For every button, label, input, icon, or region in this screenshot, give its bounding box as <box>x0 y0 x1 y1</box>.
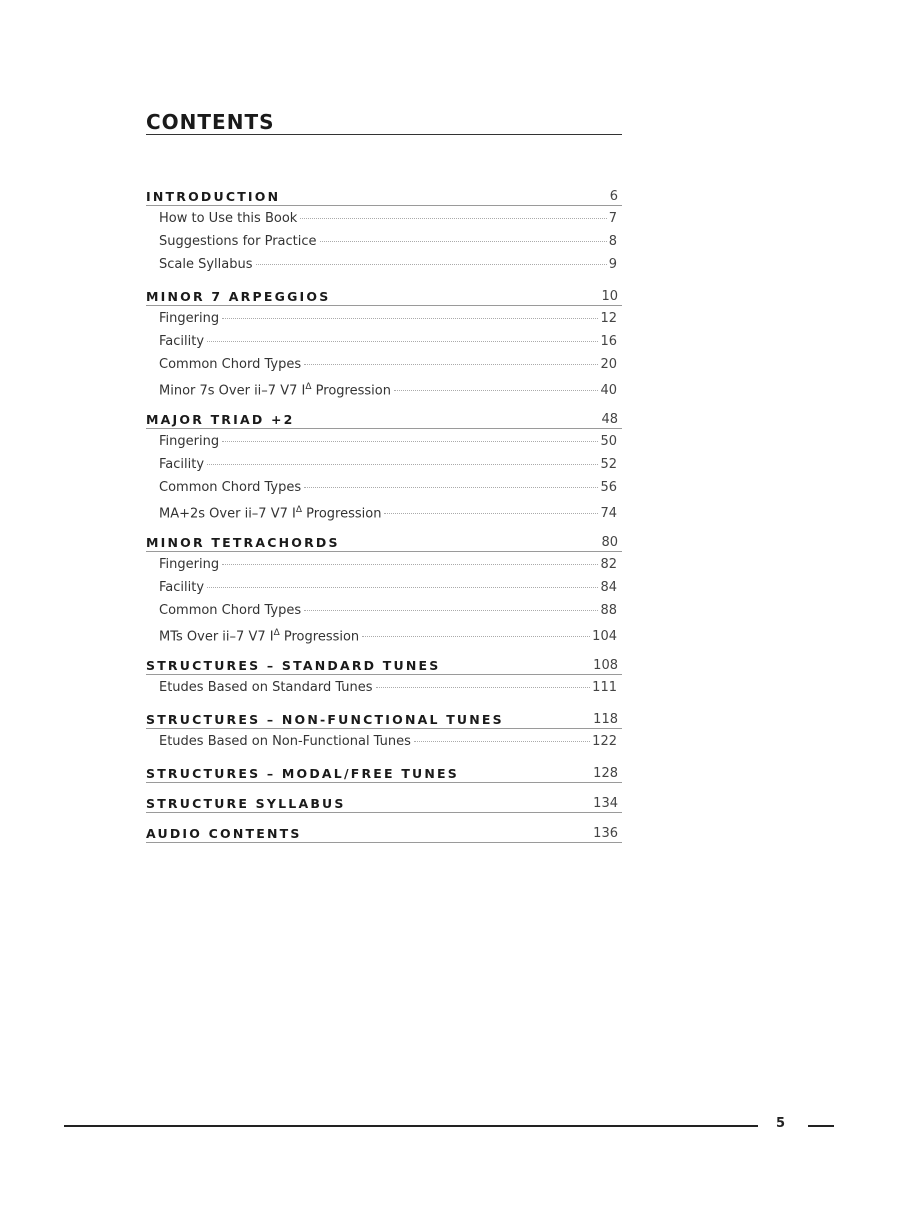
toc-entry[interactable] <box>146 599 622 622</box>
toc-entry[interactable] <box>146 730 622 753</box>
entry-label-text: Minor 7s Over ii–7 V7 I <box>159 383 306 399</box>
delta-superscript: Δ <box>295 505 303 515</box>
entry-label-text: Suggestions for Practice <box>159 234 317 249</box>
entry-label-text: How to Use this Book <box>159 211 298 226</box>
delta-superscript: Δ <box>305 382 312 392</box>
section-title: STRUCTURES – NON-FUNCTIONAL TUNES <box>146 712 504 727</box>
section-title: INTRODUCTION <box>146 189 281 204</box>
dot-leader <box>207 587 598 588</box>
entry-label-text: Common Chord Types <box>159 357 302 372</box>
entry-label <box>159 499 381 525</box>
delta-superscript: Δ <box>273 628 280 638</box>
page-number: 5 <box>776 1116 786 1131</box>
entry-label-text: Facility <box>159 457 205 472</box>
section-page-number: 80 <box>601 535 618 550</box>
section-page-number: 108 <box>593 658 618 673</box>
entry-label-text: Fingering <box>159 434 220 449</box>
dot-leader <box>222 441 598 442</box>
section-title: STRUCTURES – MODAL/FREE TUNES <box>146 766 459 781</box>
toc-entry[interactable] <box>146 476 622 499</box>
section-page-number: 118 <box>593 712 618 727</box>
toc-section <box>146 792 622 813</box>
entry-label <box>159 730 411 753</box>
section-title: STRUCTURE SYLLABUS <box>146 796 346 811</box>
section-title: MINOR TETRACHORDS <box>146 535 340 550</box>
section-page-number: 6 <box>609 189 618 204</box>
entry-label-text: Facility <box>159 580 205 595</box>
toc-entry[interactable] <box>146 307 622 330</box>
toc-entry[interactable] <box>146 499 622 522</box>
dot-leader <box>207 464 598 465</box>
section-page-number: 128 <box>593 766 618 781</box>
entry-page-number: 122 <box>592 734 617 749</box>
entry-label <box>159 330 204 353</box>
section-page-number: 134 <box>593 796 618 811</box>
entry-label <box>159 599 301 622</box>
entry-label-suffix: Progression <box>279 629 360 645</box>
toc-entry[interactable] <box>146 676 622 699</box>
dot-leader <box>300 218 606 219</box>
section-heading[interactable] <box>146 408 622 429</box>
section-heading[interactable] <box>146 185 622 206</box>
entry-label-text: Scale Syllabus <box>159 257 253 272</box>
entry-label <box>159 553 219 576</box>
entry-page-number: 7 <box>608 211 617 226</box>
entry-page-number: 40 <box>600 383 617 399</box>
toc-section <box>146 531 622 645</box>
section-heading[interactable] <box>146 708 622 729</box>
toc-section <box>146 822 622 843</box>
toc-section <box>146 654 622 699</box>
dot-leader <box>384 513 598 514</box>
entry-label-suffix: Progression <box>302 506 382 522</box>
dot-leader <box>222 564 598 565</box>
dot-leader <box>304 364 598 365</box>
toc-entry[interactable] <box>146 553 622 576</box>
toc-entry[interactable] <box>146 453 622 476</box>
entry-label-text: MA+2s Over ii–7 V7 I <box>159 506 296 522</box>
entry-label <box>159 476 301 499</box>
section-page-number: 48 <box>601 412 618 427</box>
dot-leader <box>362 636 590 637</box>
entry-label <box>159 307 219 330</box>
entry-page-number: 56 <box>600 480 617 495</box>
dot-leader <box>207 341 598 342</box>
title-rule <box>146 134 622 135</box>
entry-label-text: MTs Over ii–7 V7 I <box>159 629 274 645</box>
toc-section <box>146 408 622 522</box>
entry-label-text: Fingering <box>159 557 220 572</box>
toc-entry[interactable] <box>146 576 622 599</box>
entry-page-number: 50 <box>600 434 617 449</box>
dot-leader <box>414 741 590 742</box>
section-title: MINOR 7 ARPEGGIOS <box>146 289 331 304</box>
entry-label-text: Common Chord Types <box>159 480 302 495</box>
entry-page-number: 84 <box>600 580 617 595</box>
entry-label <box>159 676 373 699</box>
section-title: AUDIO CONTENTS <box>146 826 302 841</box>
toc-entry[interactable] <box>146 230 622 253</box>
entry-page-number: 16 <box>600 334 617 349</box>
entry-page-number: 8 <box>608 234 617 249</box>
dot-leader <box>320 241 607 242</box>
toc-section <box>146 285 622 399</box>
toc-section <box>146 708 622 753</box>
entry-page-number: 74 <box>600 506 617 522</box>
entry-label <box>159 230 317 253</box>
entry-label <box>159 376 391 402</box>
entry-page-number: 111 <box>592 680 617 695</box>
entry-label-suffix: Progression <box>311 383 391 399</box>
section-page-number: 136 <box>593 826 618 841</box>
entry-label-text: Etudes Based on Non-Functional Tunes <box>159 734 411 749</box>
toc-entry[interactable] <box>146 430 622 453</box>
entry-label <box>159 353 301 376</box>
section-heading[interactable] <box>146 285 622 306</box>
entry-label <box>159 576 204 599</box>
entry-label <box>159 253 253 276</box>
entry-page-number: 104 <box>592 629 617 645</box>
toc-entry[interactable] <box>146 376 622 399</box>
toc-entry[interactable] <box>146 622 622 645</box>
toc-entry[interactable] <box>146 207 622 230</box>
table-of-contents <box>146 185 622 852</box>
entry-page-number: 52 <box>600 457 617 472</box>
entry-label <box>159 430 219 453</box>
entry-page-number: 20 <box>600 357 617 372</box>
toc-entry[interactable] <box>146 330 622 353</box>
dot-leader <box>304 610 598 611</box>
entry-label <box>159 622 359 648</box>
footer-rule-short <box>808 1125 834 1127</box>
entry-page-number: 88 <box>600 603 617 618</box>
entry-label <box>159 207 297 230</box>
section-heading[interactable] <box>146 762 622 783</box>
page-title: CONTENTS <box>146 110 275 134</box>
section-heading[interactable] <box>146 792 622 813</box>
section-title: STRUCTURES – STANDARD TUNES <box>146 658 441 673</box>
dot-leader <box>256 264 607 265</box>
entry-label <box>159 453 204 476</box>
dot-leader <box>222 318 598 319</box>
entry-label-text: Etudes Based on Standard Tunes <box>159 680 373 695</box>
dot-leader <box>394 390 599 391</box>
entry-label-text: Common Chord Types <box>159 603 302 618</box>
toc-section <box>146 762 622 783</box>
entry-label-text: Fingering <box>159 311 220 326</box>
section-page-number: 10 <box>601 289 618 304</box>
section-heading[interactable] <box>146 531 622 552</box>
entry-page-number: 82 <box>600 557 617 572</box>
dot-leader <box>376 687 591 688</box>
footer-rule <box>64 1125 758 1127</box>
dot-leader <box>304 487 598 488</box>
toc-section <box>146 185 622 276</box>
section-title: MAJOR TRIAD +2 <box>146 412 295 427</box>
section-heading[interactable] <box>146 822 622 843</box>
toc-entry[interactable] <box>146 353 622 376</box>
toc-entry[interactable] <box>146 253 622 276</box>
entry-page-number: 9 <box>608 257 617 272</box>
section-heading[interactable] <box>146 654 622 675</box>
entry-label-text: Facility <box>159 334 205 349</box>
entry-page-number: 12 <box>600 311 617 326</box>
